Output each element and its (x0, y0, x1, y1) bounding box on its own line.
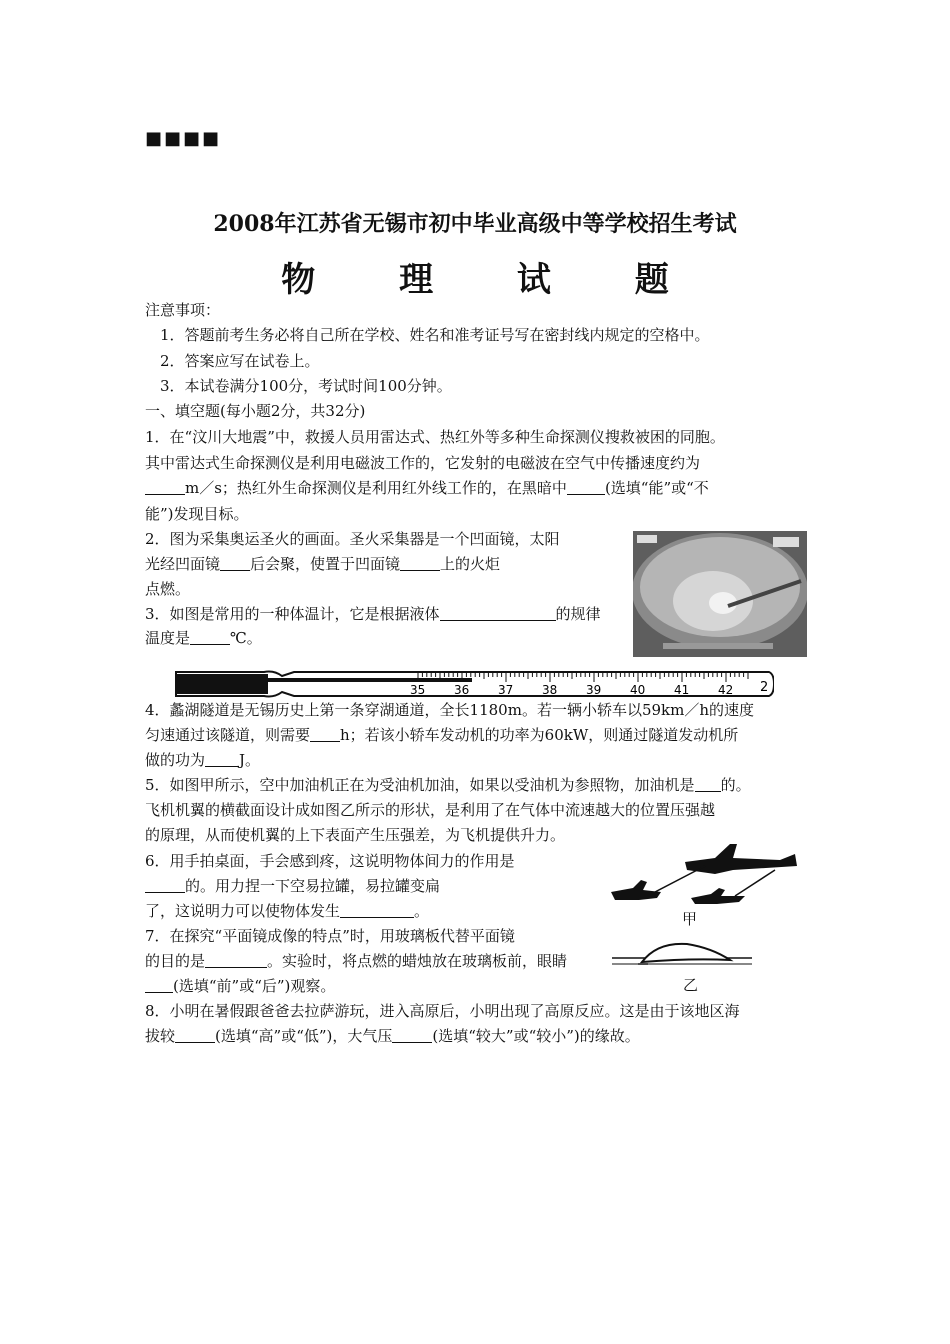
q2-text: 光经凹面镜 (145, 555, 221, 573)
header-marks: ■■■■ (145, 128, 222, 149)
answer-blank[interactable] (392, 1026, 432, 1043)
answer-blank[interactable] (340, 901, 414, 918)
q4-line3 (145, 747, 260, 773)
notice-heading: 注意事项： (145, 301, 221, 319)
q5-line2: 飞机机翼的横截面设计成如图乙所示的形状，是利用了在气体中流速越大的位置压强越 (145, 801, 716, 819)
q5-text: 的。 (720, 776, 751, 794)
tick-label: 38 (542, 683, 558, 697)
notice-item: 3．本试卷满分100分，考试时间100分钟。 (160, 377, 452, 395)
section-heading: 一、填空题(每小题2分，共32分) (145, 402, 366, 420)
thermometer-figure (174, 660, 774, 700)
tick-label: 36 (454, 683, 470, 697)
fuel-hose (655, 866, 705, 892)
q8-text: 拔较 (145, 1027, 176, 1045)
exam-subject: 物 理 试 题 (281, 260, 705, 300)
answer-blank[interactable] (205, 951, 267, 968)
answer-blank[interactable] (190, 628, 230, 645)
q8-line2 (145, 1023, 640, 1049)
answer-blank[interactable] (175, 1026, 215, 1043)
q5-line1 (145, 772, 751, 798)
q4-text: h；若该小轿车发动机的功率为60kW，则通过隧道发动机所 (340, 726, 739, 744)
figure-jia-label: 甲 (682, 910, 698, 928)
q3-text: ℃。 (230, 629, 262, 647)
answer-blank[interactable] (205, 750, 239, 767)
q8-text: (选填“高”或“低”)，大气压 (215, 1027, 393, 1045)
mercury-column (268, 678, 472, 682)
tick-label: 39 (586, 683, 602, 697)
answer-blank[interactable] (145, 976, 173, 993)
q8-text: (选填“较大”或“较小”)的缘故。 (432, 1027, 640, 1045)
receiver-plane (611, 880, 661, 900)
q7-line2 (145, 948, 567, 974)
q4-text: 匀速通过该隧道，则需要 (145, 726, 311, 744)
q7-text: (选填“前”或“后”)观察。 (173, 977, 336, 995)
q4-line2 (145, 722, 738, 748)
q4-line1: 4．蠡湖隧道是无锡历史上第一条穿湖通道，全长1180m。若一辆小轿车以59km／h的速度 (145, 701, 755, 719)
q1-line1: 1．在“汶川大地震”中，救援人员用雷达式、热红外等多种生命探测仪搜救被困的同胞。 (145, 428, 725, 446)
answer-blank[interactable] (145, 876, 185, 893)
tick-label: 37 (498, 683, 514, 697)
exam-title: 2008年江苏省无锡市初中毕业高级中等学校招生考试 (213, 211, 737, 237)
q2-line3: 点燃。 (145, 580, 191, 598)
q6-text: 。 (414, 902, 430, 920)
q3-line2 (145, 625, 262, 651)
answer-blank[interactable] (695, 775, 721, 792)
answer-blank[interactable] (145, 478, 185, 495)
wing-cross-section-figure (612, 934, 752, 974)
q4-text: 做的功为 (145, 751, 206, 769)
fuel-hose (735, 870, 775, 896)
q3-text: 温度是 (145, 629, 191, 647)
figure-yi-label: 乙 (683, 976, 699, 994)
q5-text: 5．如图甲所示，空中加油机正在为受油机加油，如果以受油机为参照物，加油机是 (145, 776, 695, 794)
answer-blank[interactable] (310, 725, 340, 742)
q1-text: m／s；热红外生命探测仪是利用红外线工作的，在黑暗中 (185, 479, 567, 497)
q8-line1: 8．小明在暑假跟爸爸去拉萨游玩，进入高原后，小明出现了高原反应。这是由于该地区海 (145, 1002, 740, 1020)
q7-text: 的目的是 (145, 952, 206, 970)
tick-label: 42 (718, 683, 734, 697)
q6-line2 (145, 873, 440, 899)
thermometer-bulb (176, 674, 268, 694)
q6-text: 了，这说明力可以使物体发生 (145, 902, 341, 920)
refueling-planes-figure (605, 840, 805, 915)
torch-photo (633, 531, 807, 657)
q7-text: 。实验时，将点燃的蜡烛放在玻璃板前，眼睛 (267, 952, 568, 970)
q5-line3: 的原理，从而使机翼的上下表面产生压强差，为飞机提供升力。 (145, 826, 566, 844)
q6-line1: 6．用手拍桌面，手会感到疼，这说明物体间力的作用是 (145, 852, 515, 870)
q3-text: 3．如图是常用的一种体温计，它是根据液体 (145, 605, 440, 623)
thermometer-end-mark: 2 (760, 680, 769, 695)
q6-text: 的。用力捏一下空易拉罐，易拉罐变扁 (185, 877, 441, 895)
q3-line1 (145, 601, 601, 627)
notice-item: 1．答题前考生务必将自己所在学校、姓名和准考证号写在密封线内规定的空格中。 (160, 326, 710, 344)
answer-blank[interactable] (400, 554, 440, 571)
tick-label: 40 (630, 683, 646, 697)
tick-label: 41 (674, 683, 690, 697)
q1-text: (选填“能”或“不 (604, 479, 709, 497)
wing-profile (642, 944, 730, 962)
answer-blank[interactable] (440, 604, 556, 621)
q3-text: 的规律 (555, 605, 601, 623)
q1-line2: 其中雷达式生命探测仪是利用电磁波工作的，它发射的电磁波在空气中传播速度约为 (145, 454, 701, 472)
q1-line3 (145, 475, 709, 501)
q2-line2 (145, 551, 500, 577)
receiver-plane (691, 888, 745, 904)
q2-text: 上的火炬 (440, 555, 501, 573)
q4-text: J。 (239, 751, 261, 769)
tick-label: 35 (410, 683, 426, 697)
q7-line1: 7．在探究“平面镜成像的特点”时，用玻璃板代替平面镜 (145, 927, 515, 945)
answer-blank[interactable] (220, 554, 250, 571)
tanker-plane (685, 844, 797, 874)
q7-line3 (145, 973, 335, 999)
answer-blank[interactable] (567, 478, 605, 495)
q6-line3 (145, 898, 429, 924)
concave-mirror-image (633, 531, 807, 657)
q1-line4: 能”)发现目标。 (145, 505, 249, 523)
notice-item: 2．答案应写在试卷上。 (160, 352, 320, 370)
q2-text: 后会聚，使置于凹面镜 (250, 555, 401, 573)
q2-line1: 2．图为采集奥运圣火的画面。圣火采集器是一个凹面镜，太阳 (145, 530, 560, 548)
